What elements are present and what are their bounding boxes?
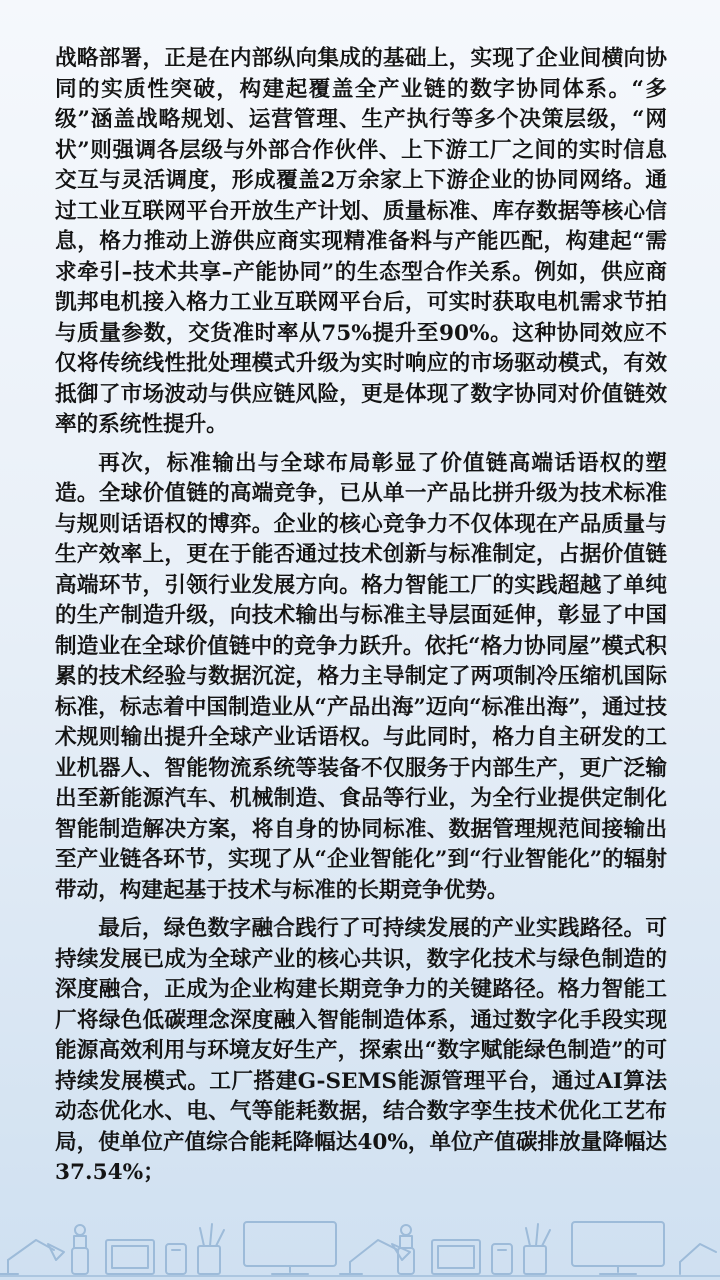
footer-decoration — [0, 1210, 720, 1280]
tablet-icon — [166, 1244, 186, 1274]
article-body — [55, 44, 667, 1197]
paragraph-1: 战略部署，正是在内部纵向集成的基础上，实现了企业间横向协同的实质性突破，构建起覆盖全产业链的数字协同体系。“多级”涵盖战略规划、运营管理、生产执行等多个决策层级，“网状”则强调各层级与外部合作伙伴、上下游工厂之间的实时信息交互与灵活调度，形成覆盖2万余家上下游企业的协同网络。通过工业互联网平台开放生产计划、质量标准、库存数据等核心信息，格力推动上游供应商实现精准备料与产能匹配，构建起“需求牵引–技术共享–产能协同”的生态型合作关系。例如，供应商凯邦电机接入格力工业互联网平台后，可实时获取电机需求节拍与质量参数，交货准时率从75%提升至90%。这种协同效应不仅将传统线性批处理模式升级为实时响应的市场驱动模式，有效抵御了市场波动与供应链风险，更是体现了数字协同对价值链效率的系统性提升。 — [55, 46, 667, 437]
paragraph-2: 再次，标准输出与全球布局彰显了价值链高端话语权的塑造。全球价值链的高端竞争，已从单一产品比拼升级为技术标准与规则话语权的博弈。企业的核心竞争力不仅体现在产品质量与生产效率上，更在于能否通过技术创新与标准制定，占据价值链高端环节，引领行业发展方向。格力智能工厂的实践超越了单纯的生产制造升级，向技术输出与标准主导层面延伸，彰显了中国制造业在全球价值链中的竞争力跃升。依托“格力协同屋”模式积累的技术经验与数据沉淀，格力主导制定了两项制冷压缩机国际标准，标志着中国制造业从“产品出海”迈向“标准出海”，通过技术规则输出提升全球产业话语权。与此同时，格力自主研发的工业机器人、智能物流系统等装备不仅服务于内部生产，更广泛输出至新能源汽车、机械制造、食品等行业，为全行业提供定制化智能制造解决方案，将自身的协同标准、数据管理规范间接输出至产业链各环节，实现了从“企业智能化”到“行业智能化”的辐射带动，构建起基于技术与标准的长期竞争优势。 — [55, 450, 667, 903]
desk-lamp-icon — [0, 1240, 64, 1274]
tablet-icon — [432, 1240, 480, 1274]
monitor-icon — [572, 1222, 664, 1274]
tablet-icon — [106, 1240, 154, 1274]
pencil-cup-icon — [524, 1224, 550, 1274]
monitor-icon — [244, 1222, 336, 1274]
tablet-icon — [492, 1244, 512, 1274]
pencil-cup-icon — [72, 1225, 88, 1274]
desk-lamp-icon — [680, 1244, 716, 1274]
pencil-cup-icon — [198, 1224, 224, 1274]
paragraph-3: 最后，绿色数字融合践行了可持续发展的产业实践路径。可持续发展已成为全球产业的核心共识，数字化技术与绿色制造的深度融合，正成为企业构建长期竞争力的关键路径。格力智能工厂将绿色低碳理念深度融入智能制造体系，通过数字化手段实现能源高效利用与环境友好生产，探索出“数字赋能绿色制造”的可持续发展模式。工厂搭建G-SEMS能源管理平台，通过AI算法动态优化水、电、气等能耗数据，结合数字孪生技术优化工艺布局，使单位产值综合能耗降幅达40%，单位产值碳排放量降幅达37.54%； — [55, 916, 668, 1185]
